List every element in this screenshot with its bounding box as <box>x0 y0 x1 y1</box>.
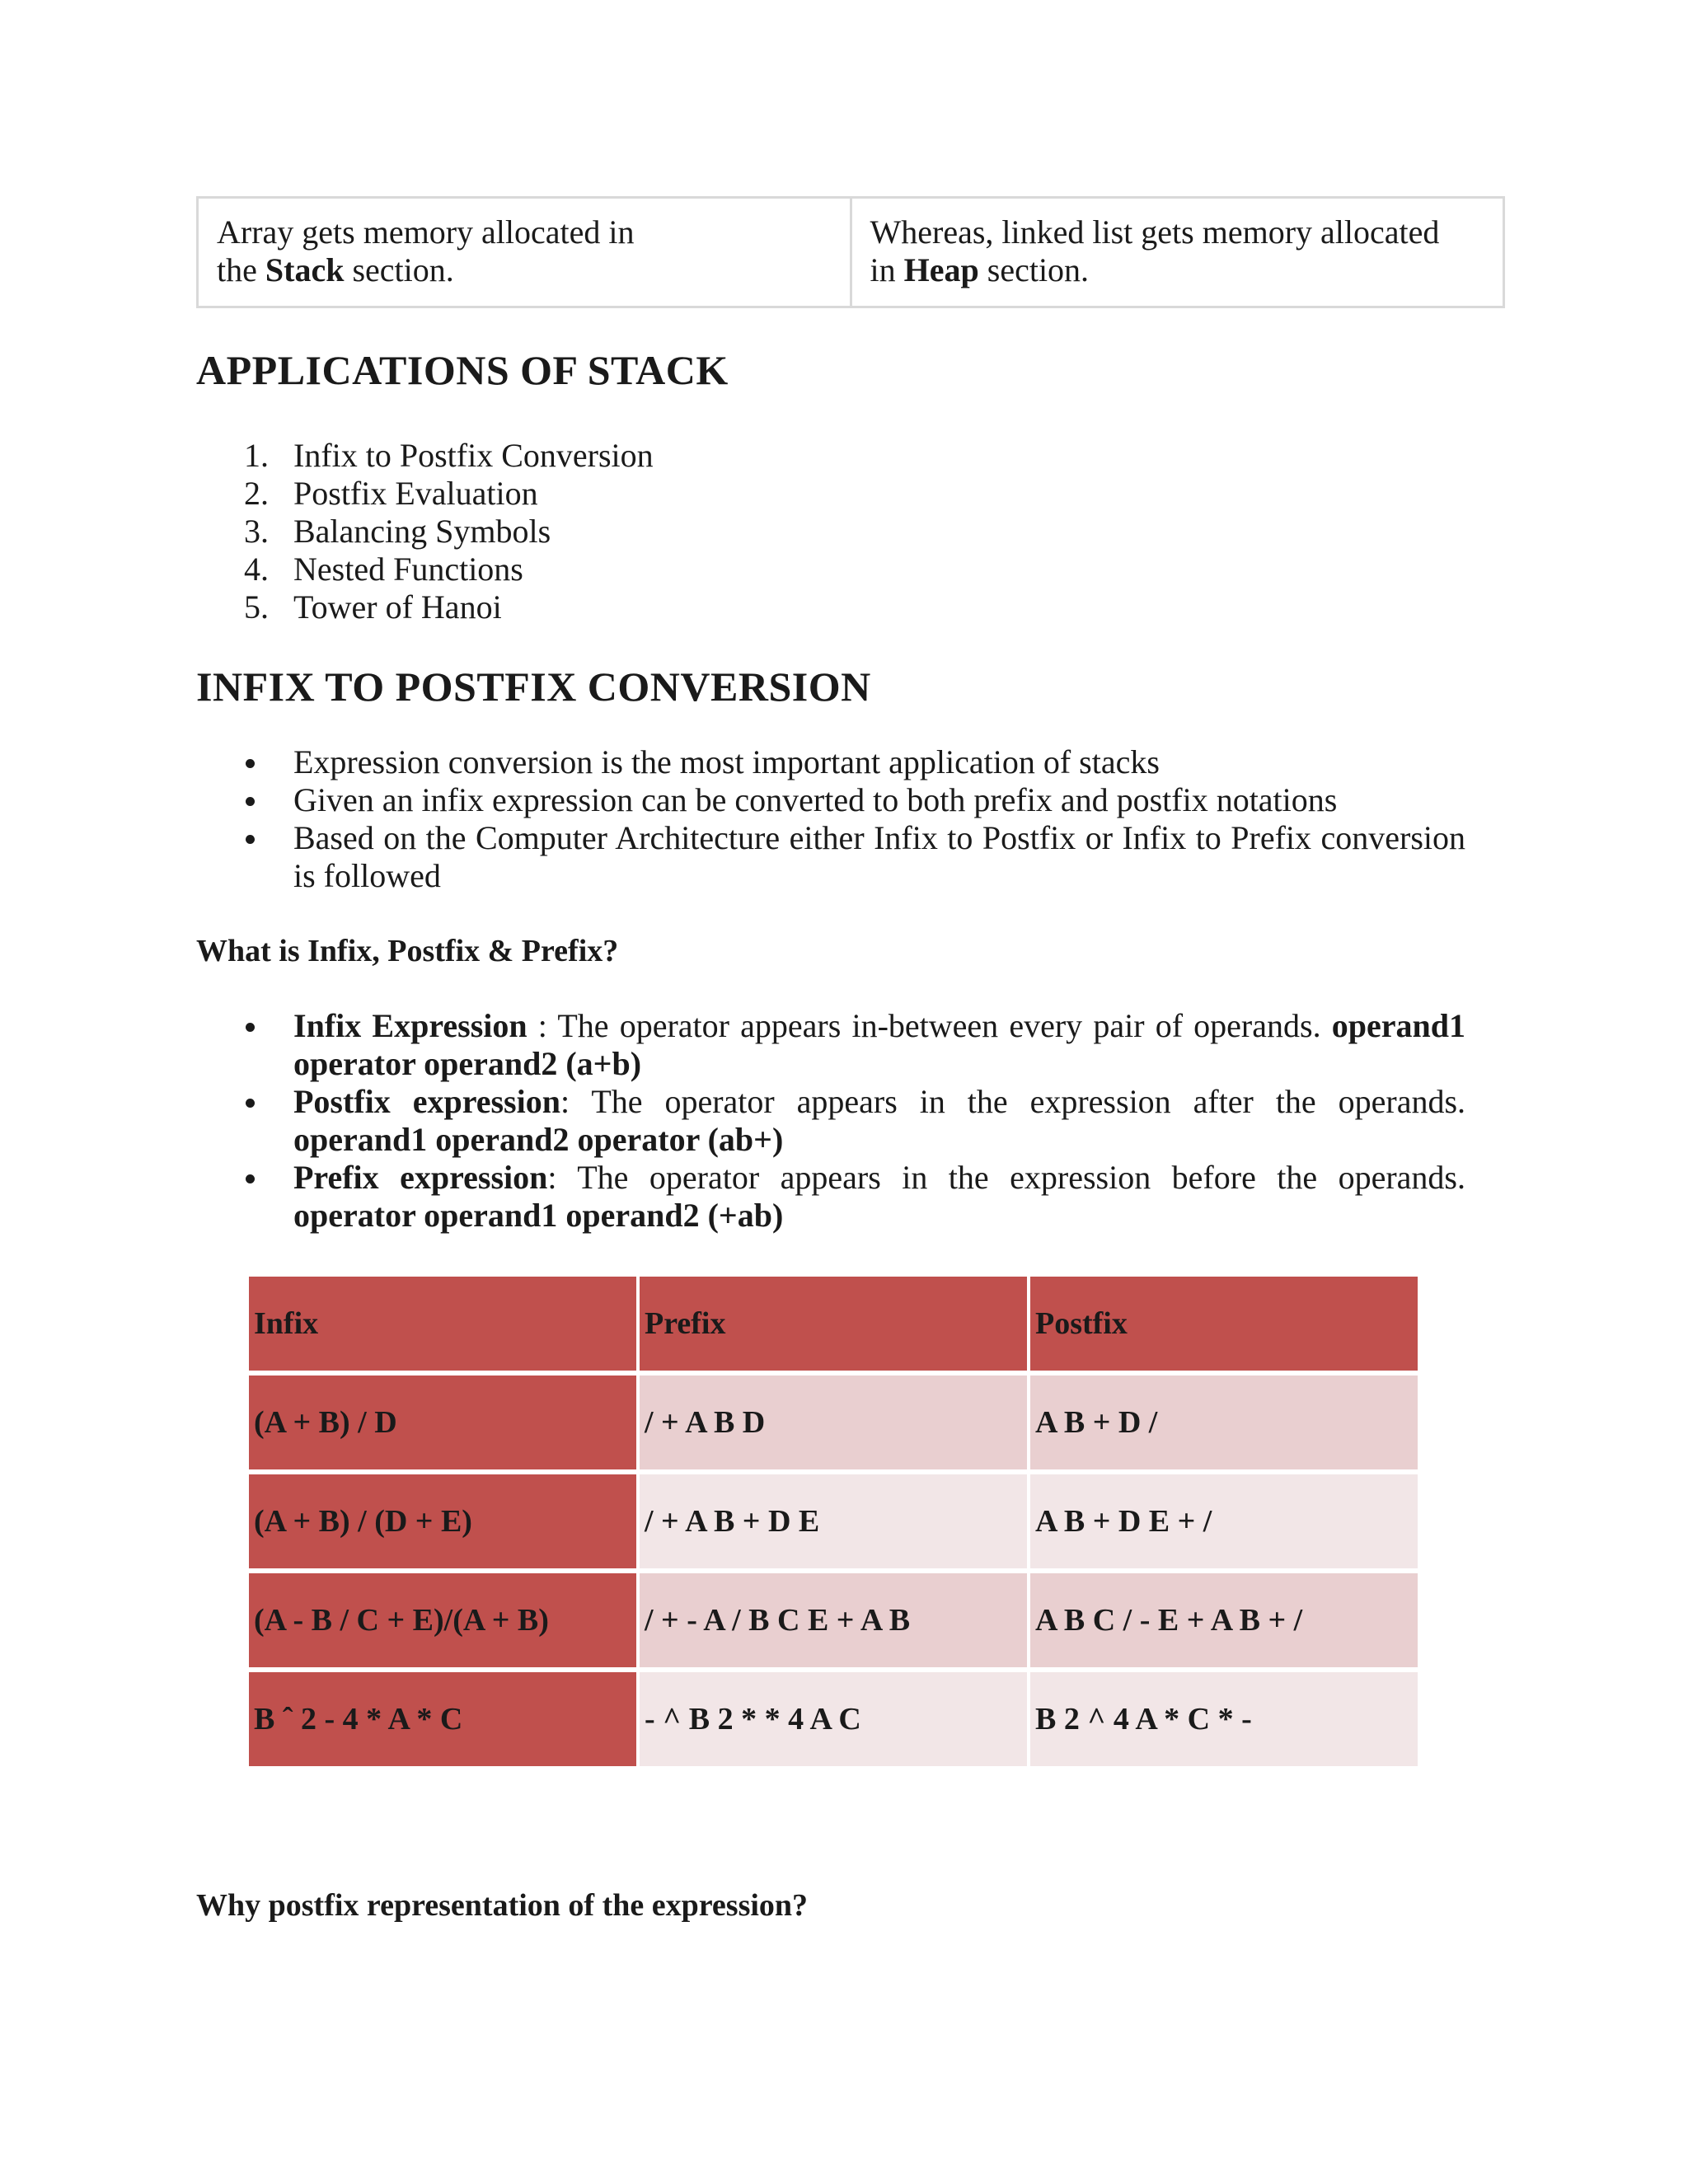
bullet-icon <box>246 1174 255 1183</box>
definition-description: The operator appears in the expression after the operands. <box>591 1083 1466 1120</box>
infix-cell: (A - B / C + E)/(A + B) <box>249 1573 636 1667</box>
list-item-text: Given an infix expression can be converted to both prefix and postfix notations <box>293 781 1338 818</box>
definition-form: operand1 operator operand2 (a+b) <box>293 1007 1465 1082</box>
list-item <box>196 437 654 475</box>
array-memory-cell <box>198 198 851 307</box>
postfix-cell: A B + D / <box>1030 1376 1418 1469</box>
list-item-label: Balancing Symbols <box>293 513 551 550</box>
definition-separator: : <box>560 1083 592 1120</box>
cell-text: Whereas, linked list gets memory allocated <box>870 213 1440 251</box>
definition-form: operand1 operand2 operator (ab+) <box>293 1121 784 1158</box>
list-item <box>196 819 1465 895</box>
definition-description: The operator appears in the expression before the operands. <box>577 1159 1465 1196</box>
table-row <box>249 1573 1418 1667</box>
prefix-cell: - ^ B 2 * * 4 A C <box>640 1672 1027 1766</box>
prefix-cell: / + A B + D E <box>640 1474 1027 1568</box>
list-item-label: Infix to Postfix Conversion <box>293 437 654 474</box>
list-item-label: Postfix Evaluation <box>293 475 538 512</box>
cell-bold-text: Stack <box>265 251 345 288</box>
bullet-icon <box>246 1023 255 1032</box>
applications-list <box>196 437 654 626</box>
header-infix: Infix <box>249 1277 636 1371</box>
postfix-cell: B 2 ^ 4 A * C * - <box>1030 1672 1418 1766</box>
cell-text: section. <box>344 251 454 288</box>
bullet-icon <box>246 835 255 844</box>
conversion-bullet-list <box>196 743 1465 895</box>
infix-cell: B ˆ 2 - 4 * A * C <box>249 1672 636 1766</box>
definition-term: Prefix expression <box>293 1159 548 1196</box>
table-header-row <box>249 1277 1418 1371</box>
prefix-cell: / + A B D <box>640 1376 1027 1469</box>
applications-heading: APPLICATIONS OF STACK <box>196 347 729 393</box>
definition-term: Infix Expression <box>293 1007 528 1044</box>
list-number: 3. <box>244 513 269 550</box>
definition-separator: : <box>547 1159 578 1196</box>
table-row <box>249 1474 1418 1568</box>
array-vs-linked-list-table <box>196 196 1505 308</box>
cell-text: Array gets memory allocated in <box>217 213 635 251</box>
list-number: 4. <box>244 551 269 588</box>
list-item-text: Based on the Computer Architecture either Infix to Postfix or Infix to Prefix conversion is followed <box>293 819 1465 894</box>
bullet-icon <box>246 1099 255 1108</box>
prefix-cell: / + - A / B C E + A B <box>640 1573 1027 1667</box>
postfix-cell: A B C / - E + A B + / <box>1030 1573 1418 1667</box>
cell-text: section. <box>978 251 1090 288</box>
list-number: 1. <box>244 437 269 474</box>
notation-table <box>246 1272 1421 1771</box>
table-row <box>198 198 1504 307</box>
table-row <box>249 1672 1418 1766</box>
list-item <box>196 513 654 551</box>
infix-to-postfix-heading: INFIX TO POSTFIX CONVERSION <box>196 663 871 710</box>
closing-question: Why postfix representation of the expression? <box>196 1888 809 1923</box>
cell-bold-text: Heap <box>903 251 979 288</box>
definition-separator: : <box>527 1007 558 1044</box>
definition-term: Postfix expression <box>293 1083 560 1120</box>
infix-cell: (A + B) / D <box>249 1376 636 1469</box>
list-item-text: Expression conversion is the most important application of stacks <box>293 743 1160 780</box>
list-item <box>196 1083 1465 1159</box>
list-item <box>196 781 1465 819</box>
cell-text: in <box>870 251 904 288</box>
definition-form: operator operand1 operand2 (+ab) <box>293 1197 784 1234</box>
definition-description: The operator appears in-between every pair of operands. <box>557 1007 1332 1044</box>
bullet-icon <box>246 759 255 768</box>
bullet-icon <box>246 797 255 806</box>
header-prefix: Prefix <box>640 1277 1027 1371</box>
table-row <box>249 1376 1418 1469</box>
list-item-label: Tower of Hanoi <box>293 588 502 626</box>
cell-text: the <box>217 251 265 288</box>
list-number: 2. <box>244 475 269 512</box>
definitions-bullet-list <box>196 1007 1465 1235</box>
infix-cell: (A + B) / (D + E) <box>249 1474 636 1568</box>
list-item <box>196 743 1465 781</box>
list-item-label: Nested Functions <box>293 551 523 588</box>
header-postfix: Postfix <box>1030 1277 1418 1371</box>
definitions-question: What is Infix, Postfix & Prefix? <box>196 934 619 968</box>
linked-list-memory-cell <box>851 198 1504 307</box>
list-item <box>196 1159 1465 1235</box>
list-item <box>196 1007 1465 1083</box>
postfix-cell: A B + D E + / <box>1030 1474 1418 1568</box>
list-number: 5. <box>244 588 269 626</box>
list-item <box>196 551 654 588</box>
list-item <box>196 588 654 626</box>
list-item <box>196 475 654 513</box>
